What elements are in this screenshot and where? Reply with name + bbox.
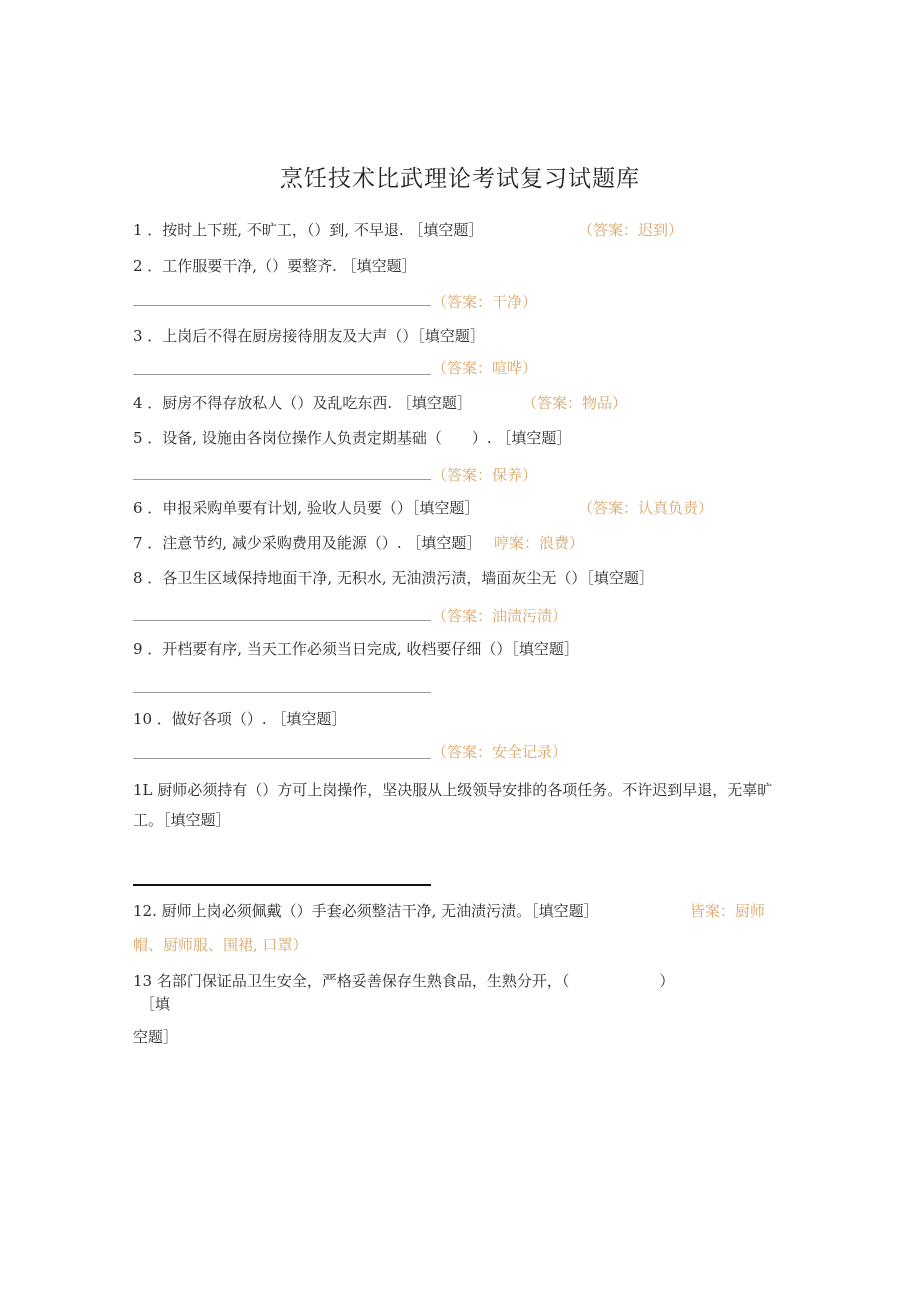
answer-1: （答案：迟到）: [578, 221, 684, 239]
question-11: 1L 厨师必须持有（）方可上岗操作，坚决服从上级领导安排的各项任务。不许迟到早退，无辜旷工。［填空题］: [133, 781, 773, 829]
question-7: 7 ．注意节约, 减少采购费用及能源（）. ［填空题］: [133, 534, 482, 552]
question-2: 2 ．工作服要干净,（）要整齐. ［填空题］: [133, 257, 417, 275]
answer-10: （答案：安全记录）: [432, 743, 568, 761]
question-13: 13 名部门保证品卫生安全，严格妥善保存生熟食品，生熟分开，（ ）: [133, 972, 675, 990]
answer-blank-8: [133, 620, 431, 621]
answer-3: （答案：喧哗）: [432, 359, 538, 377]
answer-blank-10: [133, 758, 431, 759]
answer-blank-3: [133, 374, 431, 375]
question-13-continued: ［填: [140, 995, 171, 1013]
answer-7: 哼案：浪费）: [494, 534, 585, 552]
question-13-end: 空题］: [133, 1028, 179, 1046]
question-1: 1 ．按时上下班, 不旷工，（）到, 不早退. ［填空题］: [133, 221, 484, 239]
question-5: 5 ．设备, 设施由各岗位操作人负责定期基础（ ）. ［填空题］: [133, 429, 572, 447]
question-12: 12. 厨师上岗必须佩戴（）手套必须整洁干净, 无油渍污渍。［填空题］: [133, 902, 599, 920]
answer-blank-5: [133, 479, 431, 480]
answer-blank-11: [133, 884, 431, 886]
answer-12-part2: 帽、厨师服、围裙, 口罩）: [133, 936, 308, 954]
question-4: 4 ．厨房不得存放私人（）及乱吃东西. ［填空题］: [133, 394, 472, 412]
answer-2: （答案：干净）: [432, 293, 538, 311]
answer-blank-9: [133, 692, 431, 693]
question-8: 8 ．各卫生区域保持地面干净, 无积水, 无油溃污渍，墙面灰尘无（）［填空题］: [133, 569, 654, 587]
answer-6: （答案：认真负责）: [578, 499, 714, 517]
answer-4: （答案：物品）: [522, 394, 628, 412]
question-6: 6 ．申报采购单要有计划, 验收人员要（）［填空题］: [133, 499, 480, 517]
answer-5: （答案：保养）: [432, 466, 538, 484]
question-9: 9 ．开档要有序, 当天工作必须当日完成, 收档要仔细（）［填空题］: [133, 640, 579, 658]
answer-8: （答案：油渍污渍）: [432, 607, 568, 625]
question-3: 3 ．上岗后不得在厨房接待朋友及大声（）［填空题］: [133, 327, 485, 345]
answer-blank-2: [133, 305, 431, 306]
question-10: 10 ．做好各项（）. ［填空题］: [133, 710, 347, 728]
page-title: 烹饪技术比武理论考试复习试题库: [280, 166, 640, 192]
answer-12-part1: 皆案：厨师: [690, 902, 766, 920]
